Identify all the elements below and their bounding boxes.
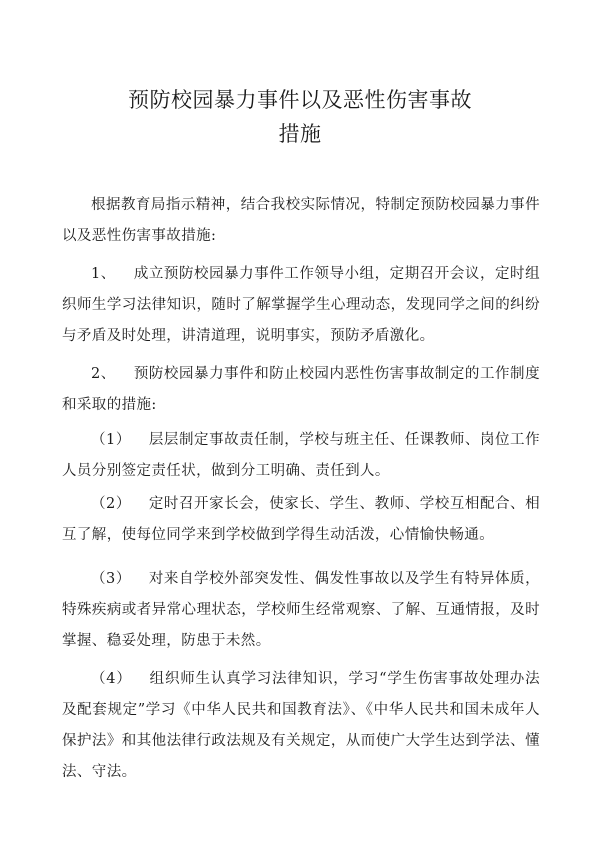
item-number: （4） bbox=[91, 671, 132, 687]
sub-measure-4 bbox=[62, 664, 540, 788]
measure-item-1 bbox=[62, 259, 540, 352]
sub-measure-3 bbox=[62, 564, 540, 657]
document-title-line2: 措施 bbox=[278, 122, 322, 146]
item-number: （3） bbox=[91, 571, 131, 587]
item-number: （2） bbox=[91, 496, 131, 512]
item-text: 成立预防校园暴力事件工作领导小组，定期召开会议，定时组织师生学习法律知识，随时了解掌握学生心理动态，发现同学之间的纠纷与矛盾及时处理，讲清道理，说明事实，预防矛盾激化。 bbox=[62, 266, 540, 344]
intro-paragraph: 根据教育局指示精神，结合我校实际情况，特制定预防校园暴力事件以及恶性伤害事故措施: bbox=[62, 197, 540, 244]
item-number: 2、 bbox=[91, 366, 116, 382]
item-text: 预防校园暴力事件和防止校园内恶性伤害事故制定的工作制度和采取的措施: bbox=[62, 366, 540, 413]
item-text: 层层制定事故责任制，学校与班主任、任课教师、岗位工作人员分别签定责任状，做到分工明确、责任到人。 bbox=[62, 432, 540, 479]
item-text: 组织师生认真学习法律知识，学习“学生伤害事故处理办法及配套规定”学习《中华人民共和国教育法》、《中华人民共和国未成年人保护法》和其他法律行政法规及有关规定，从而使广大学生达到学法、懂法、守法。 bbox=[62, 671, 540, 780]
item-text: 定时召开家长会，使家长、学生、教师、学校互相配合、相互了解，使每位同学来到学校做到学得生动活泼，心情愉快畅通。 bbox=[62, 496, 540, 543]
sub-measure-2 bbox=[62, 489, 540, 551]
item-number: （1） bbox=[91, 432, 131, 448]
document-title: 预防校园暴力事件以及恶性伤害事故 bbox=[128, 88, 472, 112]
item-number: 1、 bbox=[91, 266, 116, 282]
item-text: 对来自学校外部突发性、偶发性事故以及学生有特异体质，特殊疾病或者异常心理状态，学校师生经常观察、了解、互通情报，及时掌握、稳妥处理，防患于未然。 bbox=[62, 571, 540, 649]
sub-measure-1 bbox=[62, 425, 540, 487]
measure-item-2 bbox=[62, 359, 540, 421]
